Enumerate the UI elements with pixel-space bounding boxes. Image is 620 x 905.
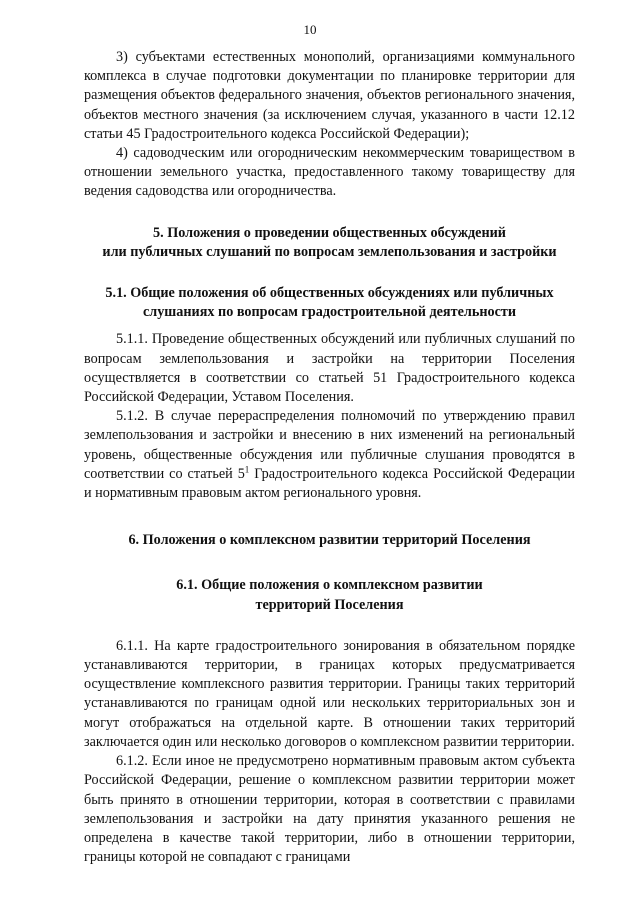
- section-6-heading: 6. Положения о комплексном развитии территорий Поселения: [128, 532, 531, 549]
- list-item: 4) садоводческим или огородническим некоммерческим товариществом в отношении земельного участка, предоставленного такому товариществу для ведения садоводства или огородничества.: [84, 145, 575, 200]
- paragraph-5-1-1: 5.1.1. Проведение общественных обсуждений или публичных слушаний по вопросам землепользования и застройки на территории Поселения осуществляется в соответствии со статьей 51 Градостроительного кодекса Российской Федерации, Уставом Поселения.: [84, 331, 575, 406]
- section-6-1-heading: [84, 576, 575, 614]
- section-6-1-heading-line1: 6.1. Общие положения о комплексном развитии: [176, 577, 483, 594]
- paragraph-6-1-1: 6.1.1. На карте градостроительного зонирования в обязательном порядке устанавливаются территории, в границах которых предусматривается осуществление комплексного развития территории. Границы таких территорий устанавливаются по границам одной или нескольких территориальных зон и могут отображаться на отдельной карте. В отношении таких территорий заключается один или несколько договоров о комплексном развитии территории.: [84, 637, 575, 750]
- paragraph-5-1-2-text-a: 5.1.2. В случае перераспределения полномочий по утверждению правил землепользования и застройки и внесению в них изменений на региональный уровень, общественные обсуждения или публичные слушания проводятся в соответствии со статьей 5: [84, 408, 575, 482]
- paragraph-6-1-2: 6.1.2. Если иное не предусмотрено нормативным правовым актом субъекта Российской Федерации, решение о комплексном развитии территории может быть принято в отношении территории, которая в соответствии с правилами землепользования и застройки на дату принятия указанного решения не определена в качестве такой территории, либо в отношении территории, границы которой не совпадают с границами: [84, 753, 575, 866]
- section-6-1-heading-line2: территорий Поселения: [255, 596, 404, 613]
- section-5-heading-line1: 5. Положения о проведении общественных обсуждений: [153, 224, 506, 241]
- list-item: 3) субъектами естественных монополий, организациями коммунального комплекса в случае подготовки документации по планировке территории для размещения объектов федерального значения, объектов регионального значения, объектов местного значения (за исключением случая, указанного в части 12.12 статьи 45 Градостроительного кодекса Российской Федерации);: [84, 49, 575, 142]
- document-body: [84, 48, 575, 867]
- paragraph-5-1-2-text-b: Градостроительного кодекса Российской Федерации и нормативным правовым актом регионального уровня.: [84, 465, 575, 502]
- section-5-1-heading-line1: 5.1. Общие положения об общественных обсуждениях или публичных: [105, 285, 554, 302]
- section-5-heading: [84, 224, 575, 262]
- superscript: 1: [244, 464, 250, 475]
- paragraph-5-1-2: [84, 407, 575, 503]
- section-5-1-heading: [84, 284, 575, 322]
- section-5-heading-line2: или публичных слушаний по вопросам землепользования и застройки: [102, 243, 557, 260]
- section-5-1-heading-line2: слушаниях по вопросам градостроительной деятельности: [142, 304, 517, 321]
- page-number: 10: [303, 22, 317, 37]
